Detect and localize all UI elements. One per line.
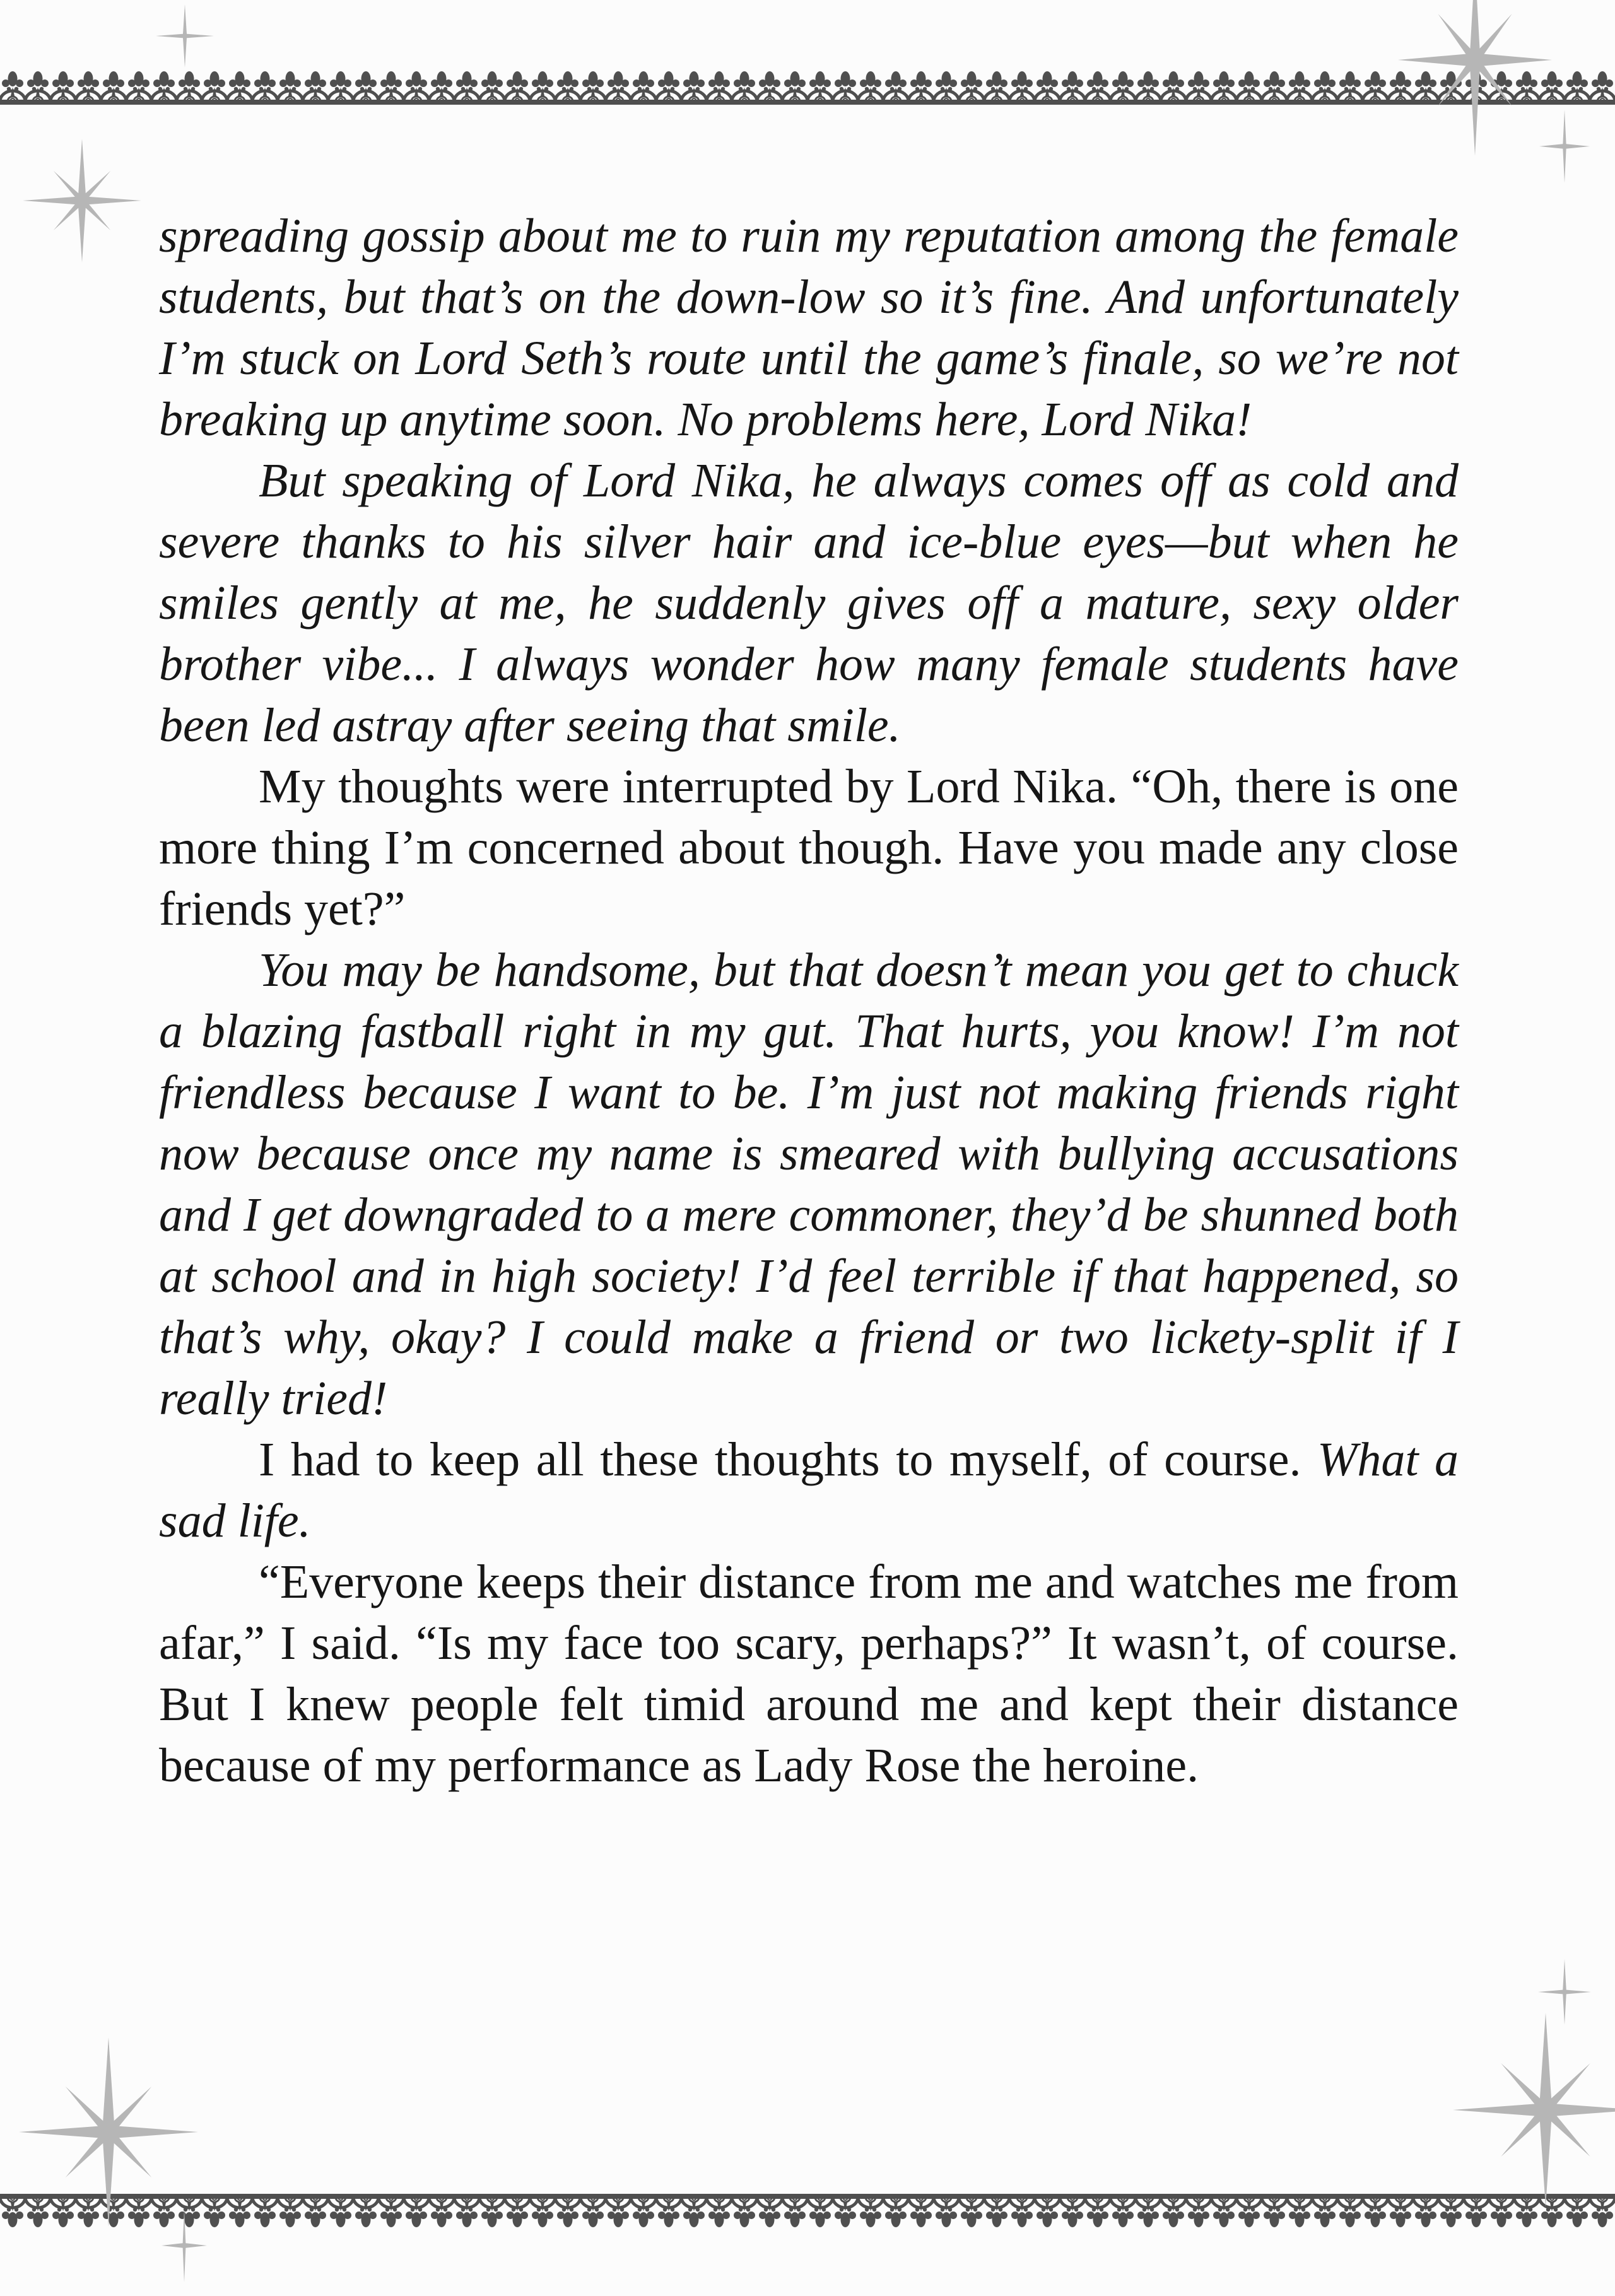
lace-border-bottom bbox=[0, 2193, 1615, 2228]
paragraph-segment: What a sad life. bbox=[159, 1433, 1459, 1547]
paragraph-segment: “Everyone keeps their distance from me and watches me from afar,” I said. “Is my face too scary, perhaps?” It wasn’t, of course. But I knew people felt timid around me and kept their distance because of my performance as Lady Rose the heroine. bbox=[159, 1555, 1459, 1792]
page-text bbox=[159, 206, 1459, 1796]
sparkle-8-point-icon bbox=[23, 139, 141, 262]
sparkle-8-point-icon bbox=[1453, 2013, 1615, 2207]
paragraph-segment: spreading gossip about me to ruin my reputation among the female students, but that’s on the down-low so it’s fine. And unfortunately I’m stuck on Lord Seth’s route until the game’s finale, so we’re not breaking up anytime soon. No problems here, Lord Nika! bbox=[159, 209, 1459, 446]
paragraph-segment: I had to keep all these thoughts to myself, of course. bbox=[259, 1433, 1318, 1486]
sparkle-4-point-icon bbox=[1538, 1959, 1591, 2025]
paragraph bbox=[159, 450, 1459, 756]
paragraph bbox=[159, 940, 1459, 1429]
sparkle-4-point-icon bbox=[156, 4, 214, 67]
lace-border-top bbox=[0, 71, 1615, 106]
paragraph bbox=[159, 206, 1459, 450]
paragraph bbox=[159, 1552, 1459, 1796]
paragraph-segment: My thoughts were interrupted by Lord Nika. “Oh, there is one more thing I’m concerned about though. Have you made any close friends yet?” bbox=[159, 760, 1459, 935]
paragraph-segment: But speaking of Lord Nika, he always comes off as cold and severe thanks to his silver hair and ice-blue eyes—but when he smiles gently at me, he suddenly gives off a mature, sexy older brother vibe... I always wonder how many female students have been led astray after seeing that smile. bbox=[159, 454, 1459, 752]
paragraph bbox=[159, 1429, 1459, 1552]
sparkle-4-point-icon bbox=[1539, 110, 1590, 183]
paragraph-segment: You may be handsome, but that doesn’t mean you get to chuck a blazing fastball right in my gut. That hurts, you know! I’m not friendless because I want to be. I’m just not making friends right now because once my name is smeared with bullying accusations and I get downgraded to a mere commoner, they’d be shunned both at school and in high society! I’d feel terrible if that happened, so that’s why, okay? I could make a friend or two lickety-split if I really tried! bbox=[159, 944, 1459, 1425]
paragraph bbox=[159, 756, 1459, 940]
